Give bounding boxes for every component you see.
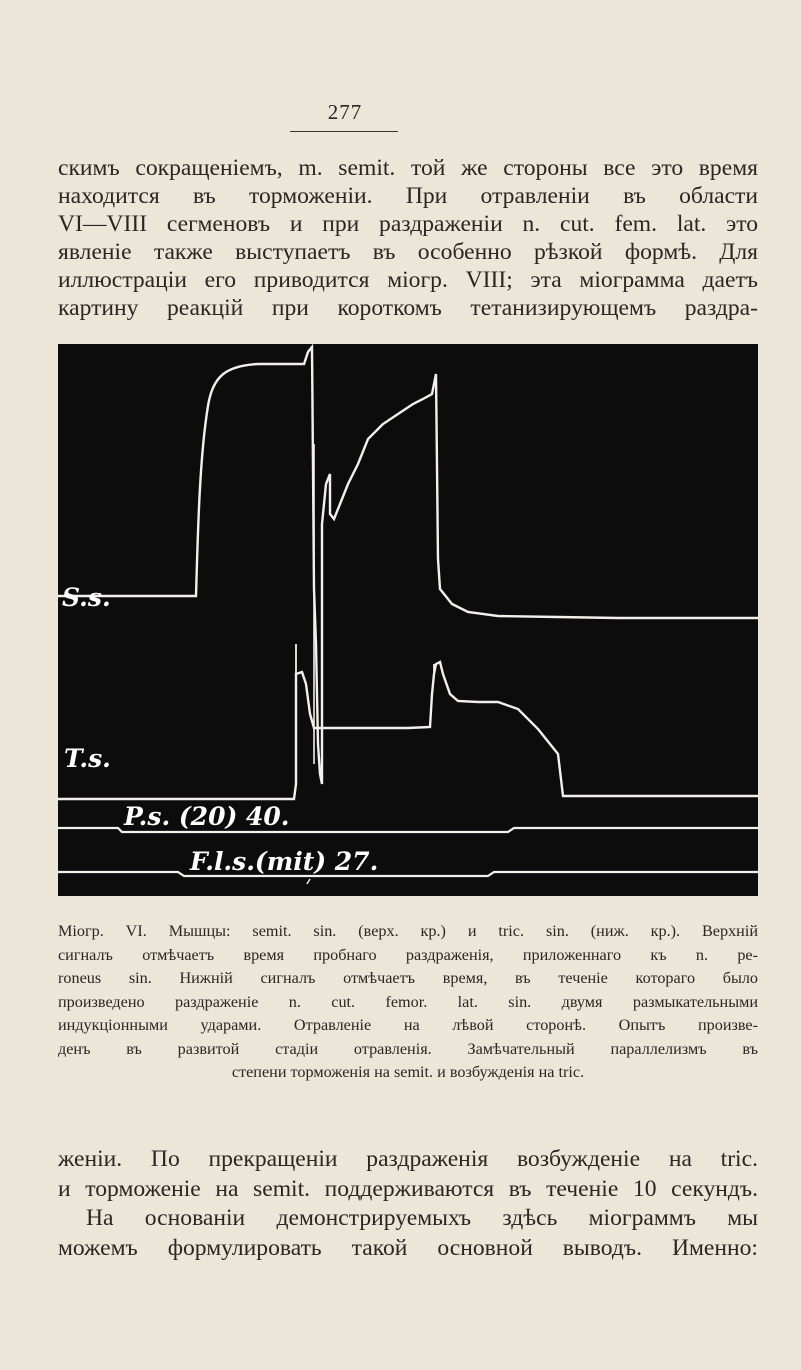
label-signal-upper: P.s. (20) 40. <box>124 802 290 831</box>
text-line: VI—VIII сегменовъ и при раздраженіи n. cut. fem. lat. это <box>58 211 758 237</box>
caption-line: индукціонными ударами. Отравленіе на лѣвой сторонѣ. Опытъ произве- <box>58 1016 758 1034</box>
text-line: скимъ сокращеніемъ, m. semit. той же стороны все это время <box>58 155 758 181</box>
tric-trace <box>58 662 758 799</box>
caption-line: произведено раздраженіе n. cut. femor. lat. sin. двумя размыкательными <box>58 992 758 1011</box>
text-line: иллюстраціи его приводится міогр. VIII; эта міограмма даетъ <box>58 267 758 293</box>
text-line: и торможеніе на semit. поддерживаются въ теченіе 10 секундъ. <box>58 1175 758 1202</box>
signal-line-lower <box>58 872 758 876</box>
top-paragraph <box>58 154 758 322</box>
figure-caption <box>58 920 758 1085</box>
page-number: 277 <box>327 100 363 124</box>
caption-line: roneus sin. Нижній сигналъ отмѣчаетъ время, въ теченіе котораго было <box>58 969 758 987</box>
text-line: женіи. По прекращеніи раздраженія возбужденіе на tric. <box>58 1146 758 1172</box>
text-line: можемъ формулировать такой основной выводъ. Именно: <box>58 1234 758 1261</box>
header-rule <box>290 131 398 132</box>
caption-line: денъ въ развитой стадіи отравленія. Замѣчательный параллелизмъ въ <box>58 1039 758 1058</box>
myogram-plot <box>58 344 758 896</box>
text-line: На основаніи демонстрируемыхъ здѣсь міограммъ мы <box>86 1205 758 1231</box>
semit-trace <box>58 347 758 784</box>
text-line: явленіе также выступаетъ въ особенно рѣзкой формѣ. Для <box>58 239 758 265</box>
caption-line: Міогр. VI. Мышцы: semit. sin. (верх. кр.) и tric. sin. (ниж. кр.). Верхній <box>58 922 758 940</box>
text-line: картину реакцій при короткомъ тетанизирующемъ раздра- <box>58 295 758 321</box>
caption-line: сигналъ отмѣчаетъ время пробнаго раздраженія, приложеннаго къ n. pe- <box>58 945 758 964</box>
figure-bottom-band <box>58 884 758 896</box>
text-line: находится въ торможеніи. При отравленіи въ области <box>58 183 758 209</box>
caption-line: степени торможенія на semit. и возбужденія на tric. <box>231 1063 585 1081</box>
bottom-paragraph <box>58 1145 758 1263</box>
label-lower-trace: T.s. <box>64 744 111 773</box>
label-signal-lower: F.l.s.(mit) 27. <box>190 847 379 876</box>
label-upper-trace: S.s. <box>62 583 111 612</box>
myogram-figure <box>58 344 758 896</box>
